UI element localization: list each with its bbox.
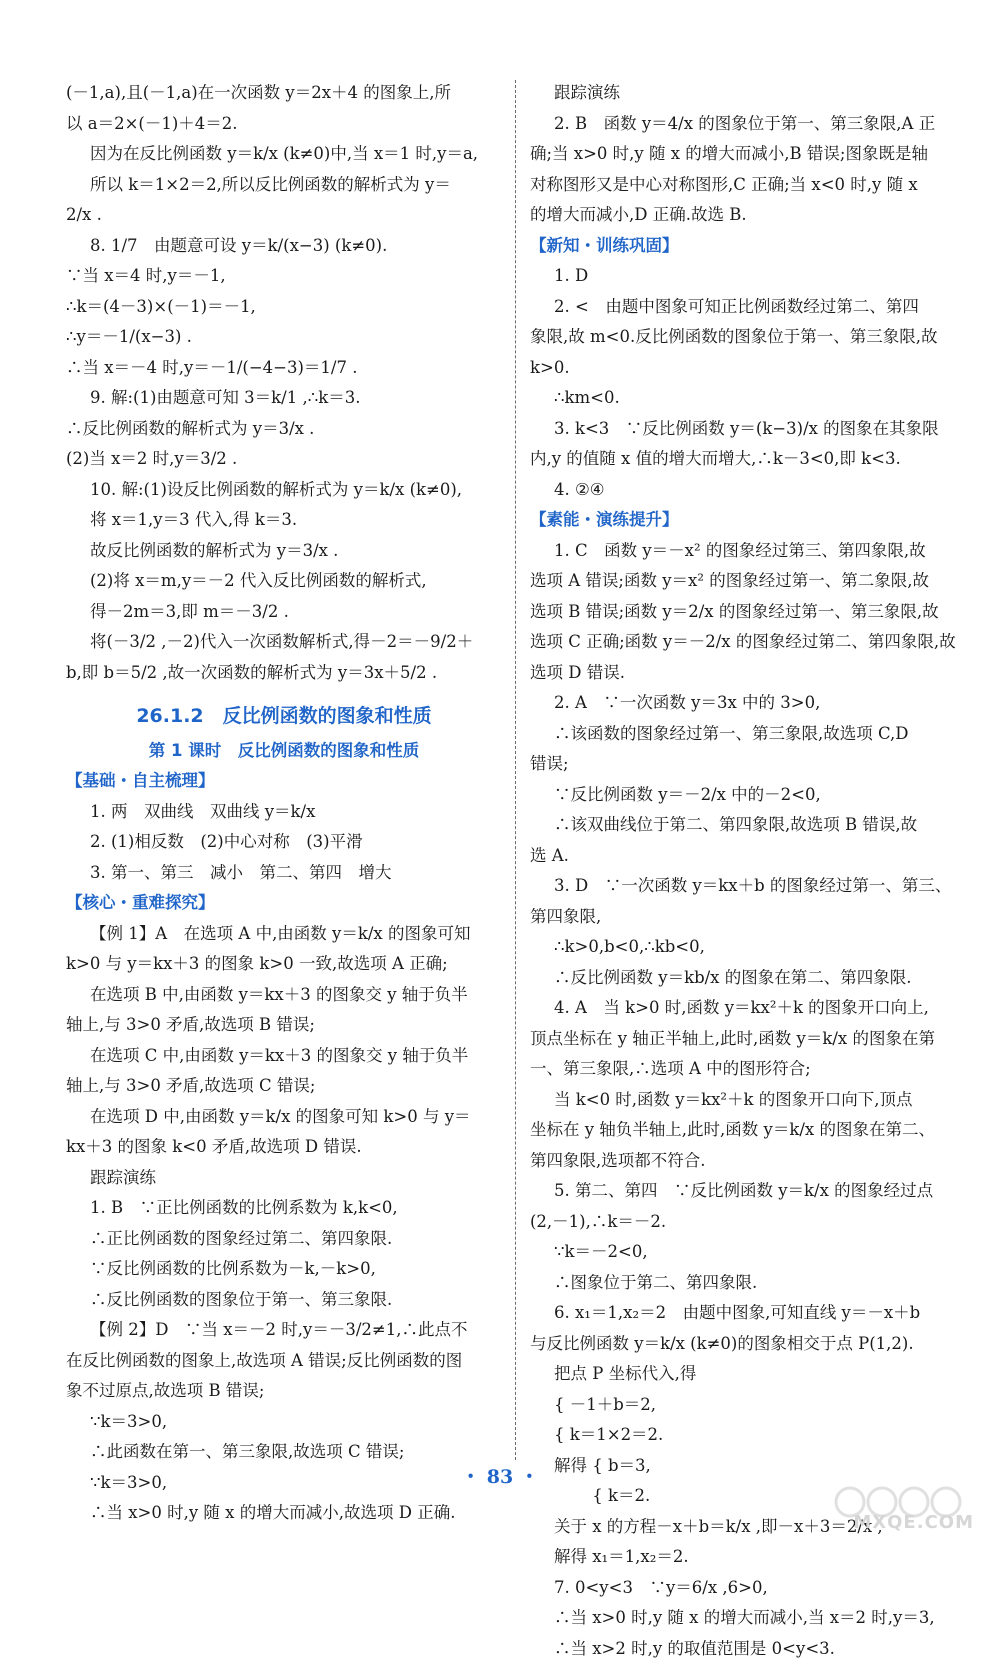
text-line: 得－2m＝3,即 m＝－3/2 . [66, 597, 502, 628]
text-line: 一、第三象限,∴选项 A 中的图形符合; [530, 1054, 950, 1085]
text-line: 顶点坐标在 y 轴正半轴上,此时,函数 y＝k/x 的图象在第 [530, 1024, 950, 1055]
text-line: 4. ②④ [530, 475, 950, 506]
text-line: 在反比例函数的图象上,故选项 A 错误;反比例函数的图 [66, 1346, 502, 1377]
text-line: 2/x . [66, 200, 502, 231]
text-line: 确;当 x>0 时,y 随 x 的增大而减小,B 错误;图象既是轴 [530, 139, 950, 170]
text-line: 以 a＝2×(－1)＋4＝2. [66, 109, 502, 140]
text-line: 内,y 的值随 x 值的增大而增大,∴k－3<0,即 k<3. [530, 444, 950, 475]
text-line: kx＋3 的图象 k<0 矛盾,故选项 D 错误. [66, 1132, 502, 1163]
text-line: ∴反比例函数的解析式为 y＝3/x . [66, 414, 502, 445]
text-line: 当 k<0 时,函数 y＝kx²＋k 的图象开口向下,顶点 [530, 1085, 950, 1116]
text-line: 选 A. [530, 841, 950, 872]
text-line: 10. 解:(1)设反比例函数的解析式为 y＝k/x (k≠0), [66, 475, 502, 506]
text-line: k>0. [530, 353, 950, 384]
text-line: ∴此函数在第一、第三象限,故选项 C 错误; [66, 1437, 502, 1468]
text-line: 2. A ∵一次函数 y＝3x 中的 3>0, [530, 688, 950, 719]
text-line: 跟踪演练 [66, 1163, 502, 1194]
text-line: 跟踪演练 [530, 78, 950, 109]
text-line: 把点 P 坐标代入,得 [530, 1359, 950, 1390]
text-line: 选项 D 错误. [530, 658, 950, 689]
text-line: 第四象限,选项都不符合. [530, 1146, 950, 1177]
text-line: 8. 1/7 由题意可设 y＝k/(x−3) (k≠0). [66, 231, 502, 262]
text-line: 【例 2】D ∵当 x＝－2 时,y＝－3/2≠1,∴此点不 [66, 1315, 502, 1346]
text-line: (2)当 x＝2 时,y＝3/2 . [66, 444, 502, 475]
text-line: ∴当 x＝－4 时,y＝－1/(−4−3)＝1/7 . [66, 353, 502, 384]
text-line: 6. x₁＝1,x₂＝2 由题中图象,可知直线 y＝－x＋b [530, 1298, 950, 1329]
text-line: 坐标在 y 轴负半轴上,此时,函数 y＝k/x 的图象在第二、 [530, 1115, 950, 1146]
text-line: 1. B ∵正比例函数的比例系数为 k,k<0, [66, 1193, 502, 1224]
text-line: 3. 第一、第三 减小 第二、第四 增大 [66, 858, 502, 889]
text-line: ∴该函数的图象经过第一、第三象限,故选项 C,D [530, 719, 950, 750]
text-line: 错误; [530, 749, 950, 780]
text-line: ∵k＝3>0, [66, 1468, 502, 1499]
text-line: (2)将 x＝m,y＝－2 代入反比例函数的解析式, [66, 566, 502, 597]
text-line: 在选项 C 中,由函数 y＝kx＋3 的图象交 y 轴于负半 [66, 1041, 502, 1072]
core-block [66, 919, 502, 1529]
text-line: 的增大而减小,D 正确.故选 B. [530, 200, 950, 231]
text-line: 3. D ∵一次函数 y＝kx＋b 的图象经过第一、第三、 [530, 871, 950, 902]
text-line: 故反比例函数的解析式为 y＝3/x . [66, 536, 502, 567]
text-line: 2. (1)相反数 (2)中心对称 (3)平滑 [66, 827, 502, 858]
text-line: 选项 B 错误;函数 y＝2/x 的图象经过第一、第三象限,故 [530, 597, 950, 628]
text-line: 1. 两 双曲线 双曲线 y＝k/x [66, 797, 502, 828]
text-line: ∵当 x＝4 时,y＝－1, [66, 261, 502, 292]
page-number: ・ 83 ・ [0, 1462, 1000, 1489]
text-line: 象不过原点,故选项 B 错误; [66, 1376, 502, 1407]
text-line: 7. 0<y<3 ∵y＝6/x ,6>0, [530, 1573, 950, 1604]
text-line: ∵k＝3>0, [66, 1407, 502, 1438]
text-line: 关于 x 的方程－x＋b＝k/x ,即－x＋3＝2/x , [530, 1512, 950, 1543]
column-divider [515, 80, 516, 1460]
basic-block [66, 797, 502, 889]
text-line: ∴反比例函数的图象位于第一、第三象限. [66, 1285, 502, 1316]
text-line: ∴当 x>0 时,y 随 x 的增大而减小,当 x＝2 时,y＝3, [530, 1603, 950, 1634]
text-line: 与反比例函数 y＝k/x (k≠0)的图象相交于点 P(1,2). [530, 1329, 950, 1360]
left-column [66, 78, 502, 1529]
text-line: (－1,a),且(－1,a)在一次函数 y＝2x＋4 的图象上,所 [66, 78, 502, 109]
right-intro-block [530, 78, 950, 231]
text-line: ∵k＝－2<0, [530, 1237, 950, 1268]
tag-core: 【核心・重难探究】 [66, 888, 502, 919]
text-line: ∴y＝－1/(x−3) . [66, 322, 502, 353]
text-line: ∵反比例函数的比例系数为－k,－k>0, [66, 1254, 502, 1285]
text-line: 在选项 D 中,由函数 y＝k/x 的图象可知 k>0 与 y＝ [66, 1102, 502, 1133]
text-line: 9. 解:(1)由题意可知 3＝k/1 ,∴k＝3. [66, 383, 502, 414]
section-title: 26.1.2 反比例函数的图象和性质 [66, 696, 502, 736]
text-line: 1. D [530, 261, 950, 292]
text-line: (2,－1),∴k＝－2. [530, 1207, 950, 1238]
text-line: 2. B 函数 y＝4/x 的图象位于第一、第三象限,A 正 [530, 109, 950, 140]
text-line: 解得 { b＝3, [530, 1451, 950, 1482]
text-line: ∴k>0,b<0,∴kb<0, [530, 932, 950, 963]
text-line: 选项 C 正确;函数 y＝－2/x 的图象经过第二、第四象限,故 [530, 627, 950, 658]
text-line: k>0 与 y＝kx＋3 的图象 k>0 一致,故选项 A 正确; [66, 949, 502, 980]
text-line: 第四象限, [530, 902, 950, 933]
left-answers-block [66, 78, 502, 688]
text-line: 1. C 函数 y＝－x² 的图象经过第三、第四象限,故 [530, 536, 950, 567]
text-line: b,即 b＝5/2 ,故一次函数的解析式为 y＝3x＋5/2 . [66, 658, 502, 689]
text-line: { k＝2. [530, 1481, 950, 1512]
text-line: ∴正比例函数的图象经过第二、第四象限. [66, 1224, 502, 1255]
text-line: 选项 A 错误;函数 y＝x² 的图象经过第一、第二象限,故 [530, 566, 950, 597]
right-column [530, 78, 950, 1664]
text-line: 因为在反比例函数 y＝k/x (k≠0)中,当 x＝1 时,y＝a, [66, 139, 502, 170]
text-line: 【例 1】A 在选项 A 中,由函数 y＝k/x 的图象可知 [66, 919, 502, 950]
text-line: ∴反比例函数 y＝kb/x 的图象在第二、第四象限. [530, 963, 950, 994]
tag-ability: 【素能・演练提升】 [530, 505, 950, 536]
text-line: 对称图形又是中心对称图形,C 正确;当 x<0 时,y 随 x [530, 170, 950, 201]
text-line: ∴图象位于第二、第四象限. [530, 1268, 950, 1299]
text-line: 所以 k＝1×2＝2,所以反比例函数的解析式为 y＝ [66, 170, 502, 201]
text-line: 4. A 当 k>0 时,函数 y＝kx²＋k 的图象开口向上, [530, 993, 950, 1024]
text-line: ∴该双曲线位于第二、第四象限,故选项 B 错误,故 [530, 810, 950, 841]
text-line: ∴km<0. [530, 383, 950, 414]
text-line: ∴当 x>0 时,y 随 x 的增大而减小,故选项 D 正确. [66, 1498, 502, 1529]
watermark-text: MXQE.COM [853, 1512, 974, 1533]
text-line: 解得 x₁＝1,x₂＝2. [530, 1542, 950, 1573]
text-line: ∵反比例函数 y＝－2/x 中的－2<0, [530, 780, 950, 811]
text-line: 3. k<3 ∵反比例函数 y＝(k−3)/x 的图象在其象限 [530, 414, 950, 445]
new-block [530, 261, 950, 505]
text-line: 象限,故 m<0.反比例函数的图象位于第一、第三象限,故 [530, 322, 950, 353]
tag-new: 【新知・训练巩固】 [530, 231, 950, 262]
text-line: 在选项 B 中,由函数 y＝kx＋3 的图象交 y 轴于负半 [66, 980, 502, 1011]
text-line: { k＝1×2＝2. [530, 1420, 950, 1451]
text-line: 轴上,与 3>0 矛盾,故选项 C 错误; [66, 1071, 502, 1102]
text-line: 将 x＝1,y＝3 代入,得 k＝3. [66, 505, 502, 536]
text-line: 5. 第二、第四 ∵反比例函数 y＝k/x 的图象经过点 [530, 1176, 950, 1207]
text-line: 将(－3/2 ,－2)代入一次函数解析式,得－2＝－9/2＋ [66, 627, 502, 658]
lesson-title: 第 1 课时 反比例函数的图象和性质 [66, 736, 502, 766]
text-line: ∴k＝(4－3)×(－1)＝－1, [66, 292, 502, 323]
text-line: 轴上,与 3>0 矛盾,故选项 B 错误; [66, 1010, 502, 1041]
text-line: 2. < 由题中图象可知正比例函数经过第二、第四 [530, 292, 950, 323]
tag-basic: 【基础・自主梳理】 [66, 766, 502, 797]
text-line: ∴当 x>2 时,y 的取值范围是 0<y<3. [530, 1634, 950, 1664]
text-line: { －1＋b＝2, [530, 1390, 950, 1421]
